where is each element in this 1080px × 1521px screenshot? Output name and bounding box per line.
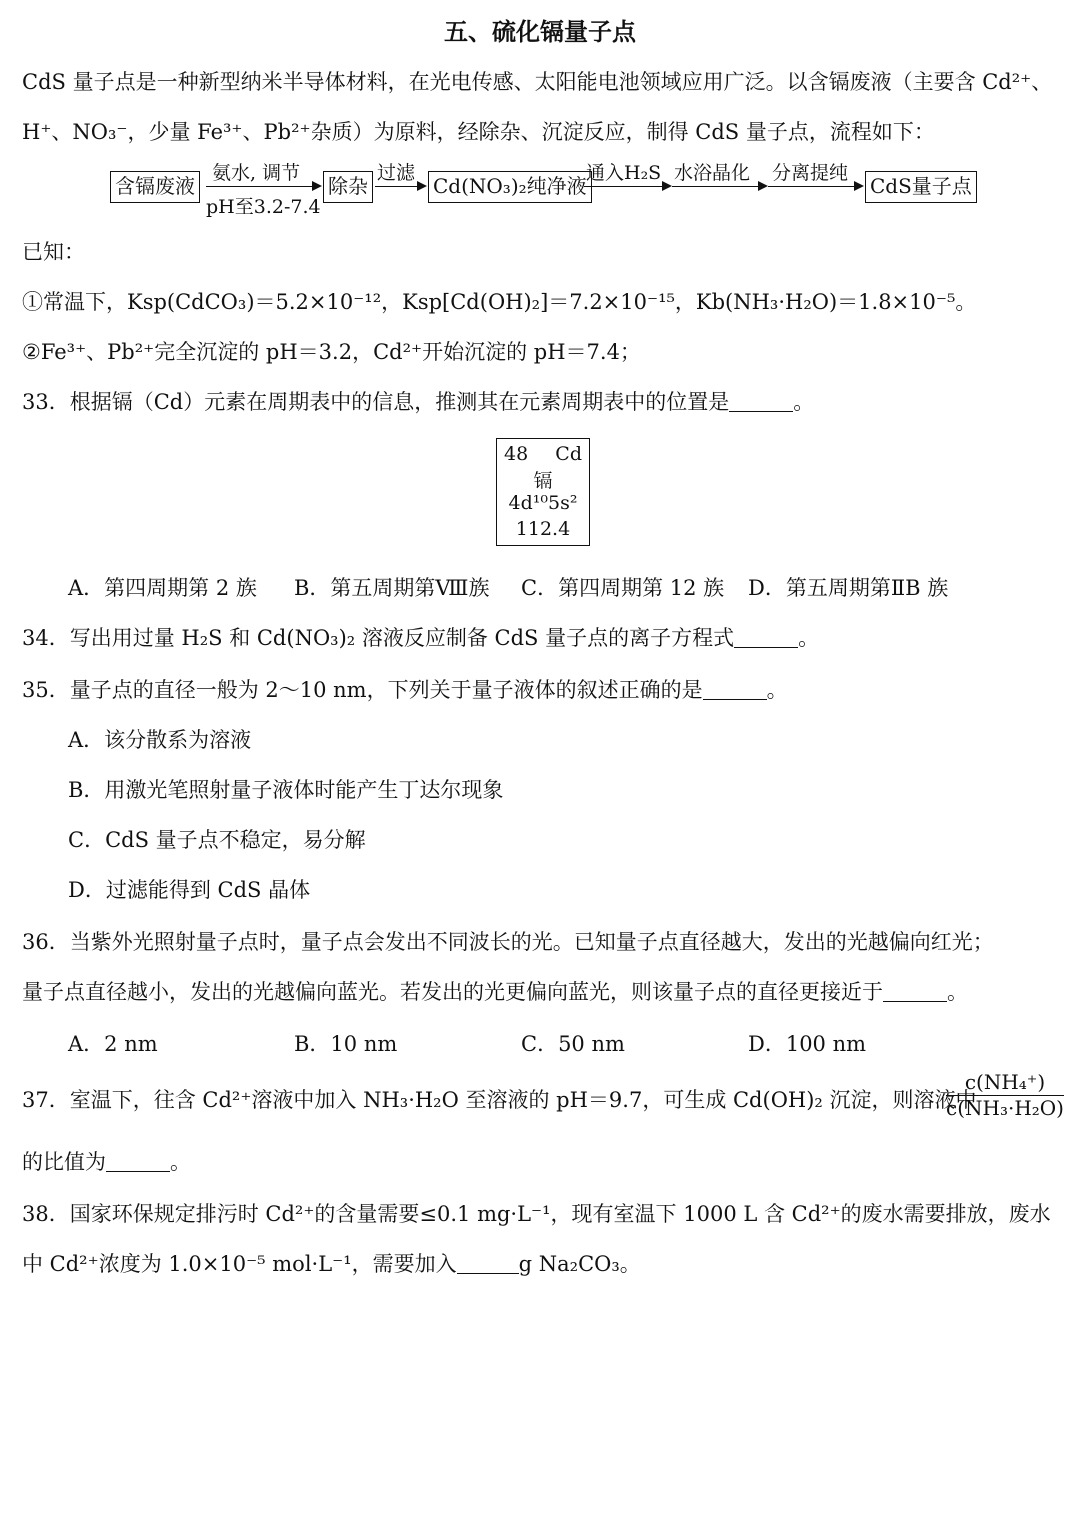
q35-option-b[interactable]: B．用激光笔照射量子液体时能产生丁达尔现象 (68, 778, 504, 802)
element-card-cd (496, 438, 590, 546)
flow-box-quantum-dots: CdS量子点 (865, 171, 977, 203)
question-36-text: 量子点直径越小，发出的光越偏向蓝光。若发出的光更偏向蓝光，则该量子点的直径更接近于 (22, 980, 883, 1004)
question-33 (22, 386, 814, 416)
q36-option-b[interactable]: B．10 nm (294, 1032, 398, 1056)
q35-option-a[interactable]: A．该分散系为溶液 (68, 728, 252, 752)
flow-box-impurity-removal: 除杂 (323, 171, 373, 203)
question-38-text: 中 Cd²⁺浓度为 1.0×10⁻⁵ mol·L⁻¹，需要加入 (22, 1252, 457, 1276)
flow-arrow2-top-label: 过滤 (377, 162, 416, 184)
element-electron-config: 4d¹⁰5s² (508, 492, 578, 514)
answer-blank-36[interactable] (883, 983, 947, 1002)
section-title: 五、硫化镉量子点 (444, 18, 636, 46)
fraction-denominator: c(NH₃·H₂O) (946, 1096, 1064, 1120)
question-33-end: 。 (793, 390, 815, 414)
question-37-line-2 (22, 1146, 191, 1176)
known-heading: 已知： (22, 240, 85, 264)
flow-arrow4-top-label: 水浴晶化 (674, 162, 751, 184)
q33-option-c[interactable]: C．第四周期第 12 族 (521, 576, 725, 600)
question-37-line-1: 37．室温下，往含 Cd²⁺溶液中加入 NH₃·H₂O 至溶液的 pH＝9.7，可生成 Cd(OH)₂ 沉淀，则溶液中 (22, 1088, 977, 1112)
element-atomic-number: 48 (504, 443, 529, 465)
concentration-ratio-fraction (946, 1070, 1064, 1120)
fraction-numerator: c(NH₄⁺) (946, 1070, 1064, 1096)
answer-blank-38[interactable] (457, 1255, 519, 1274)
question-34-end: 。 (798, 626, 820, 650)
element-name: 镉 (533, 470, 553, 492)
question-38-line-1: 38．国家环保规定排污时 Cd²⁺的含量需要≤0.1 mg·L⁻¹，现有室温下 1000 L 含 Cd²⁺的废水需要排放，废水 (22, 1202, 1051, 1226)
question-38-end: g Na₂CO₃。 (518, 1252, 641, 1276)
flow-arrow3-top-label: 通入H₂S (586, 162, 662, 184)
flow-arrow-2 (375, 186, 425, 187)
question-37-text: 的比值为 (22, 1150, 106, 1174)
flow-arrow-3 (584, 186, 670, 187)
question-36-end: 。 (947, 980, 968, 1004)
answer-blank-35[interactable] (703, 681, 767, 700)
q33-option-b[interactable]: B．第五周期第Ⅷ族 (294, 576, 490, 600)
question-33-text: 33．根据镉（Cd）元素在周期表中的信息，推测其在元素周期表中的位置是 (22, 390, 730, 414)
element-atomic-mass: 112.4 (515, 518, 571, 540)
q35-option-c[interactable]: C．CdS 量子点不稳定，易分解 (68, 828, 366, 852)
q36-option-c[interactable]: C．50 nm (521, 1032, 625, 1056)
question-34-text: 34．写出用过量 H₂S 和 Cd(NO₃)₂ 溶液反应制备 CdS 量子点的离子方程式 (22, 626, 735, 650)
flow-arrow1-bottom-label: pH至3.2-7.4 (206, 196, 321, 218)
question-35-text: 35．量子点的直径一般为 2～10 nm，下列关于量子液体的叙述正确的是 (22, 678, 703, 702)
question-36-line-1: 36．当紫外光照射量子点时，量子点会发出不同波长的光。已知量子点直径越大，发出的光越偏向红光； (22, 930, 994, 954)
intro-line-2: H⁺、NO₃⁻，少量 Fe³⁺、Pb²⁺杂质）为原料，经除杂、沉淀反应，制得 CdS 量子点，流程如下： (22, 120, 935, 144)
flow-arrow-5 (768, 186, 862, 187)
question-37-end: 。 (170, 1150, 191, 1174)
q36-option-d[interactable]: D．100 nm (748, 1032, 867, 1056)
question-35 (22, 674, 788, 704)
question-36-line-2 (22, 976, 968, 1006)
flow-arrow-1 (206, 186, 320, 187)
q35-option-d[interactable]: D．过滤能得到 CdS 晶体 (68, 878, 311, 902)
known-item-1: ①常温下，Ksp(CdCO₃)＝5.2×10⁻¹²，Ksp[Cd(OH)₂]＝7.2×10⁻¹⁵，Kb(NH₃·H₂O)＝1.8×10⁻⁵。 (22, 290, 977, 314)
element-symbol: Cd (555, 443, 582, 465)
known-item-2: ②Fe³⁺、Pb²⁺完全沉淀的 pH＝3.2，Cd²⁺开始沉淀的 pH＝7.4； (22, 340, 641, 364)
flow-arrow5-top-label: 分离提纯 (772, 162, 849, 184)
flow-box-pure-solution: Cd(NO₃)₂纯净液 (428, 171, 592, 203)
question-38-line-2 (22, 1248, 641, 1278)
intro-line-1: CdS 量子点是一种新型纳米半导体材料，在光电传感、太阳能电池领域应用广泛。以含镉废液（主要含 Cd²⁺、 (22, 70, 1053, 94)
question-34 (22, 622, 819, 652)
answer-blank-37[interactable] (106, 1153, 170, 1172)
flow-arrow1-top-label: 氨水, 调节 (212, 162, 301, 184)
q33-option-a[interactable]: A．第四周期第 2 族 (68, 576, 257, 600)
flow-arrow-4 (672, 186, 766, 187)
answer-blank-34[interactable] (734, 629, 798, 648)
answer-blank-33[interactable] (729, 393, 793, 412)
q33-option-d[interactable]: D．第五周期第ⅡB 族 (748, 576, 949, 600)
question-35-end: 。 (766, 678, 788, 702)
flow-box-waste-liquid: 含镉废液 (110, 171, 200, 203)
q36-option-a[interactable]: A．2 nm (68, 1032, 158, 1056)
